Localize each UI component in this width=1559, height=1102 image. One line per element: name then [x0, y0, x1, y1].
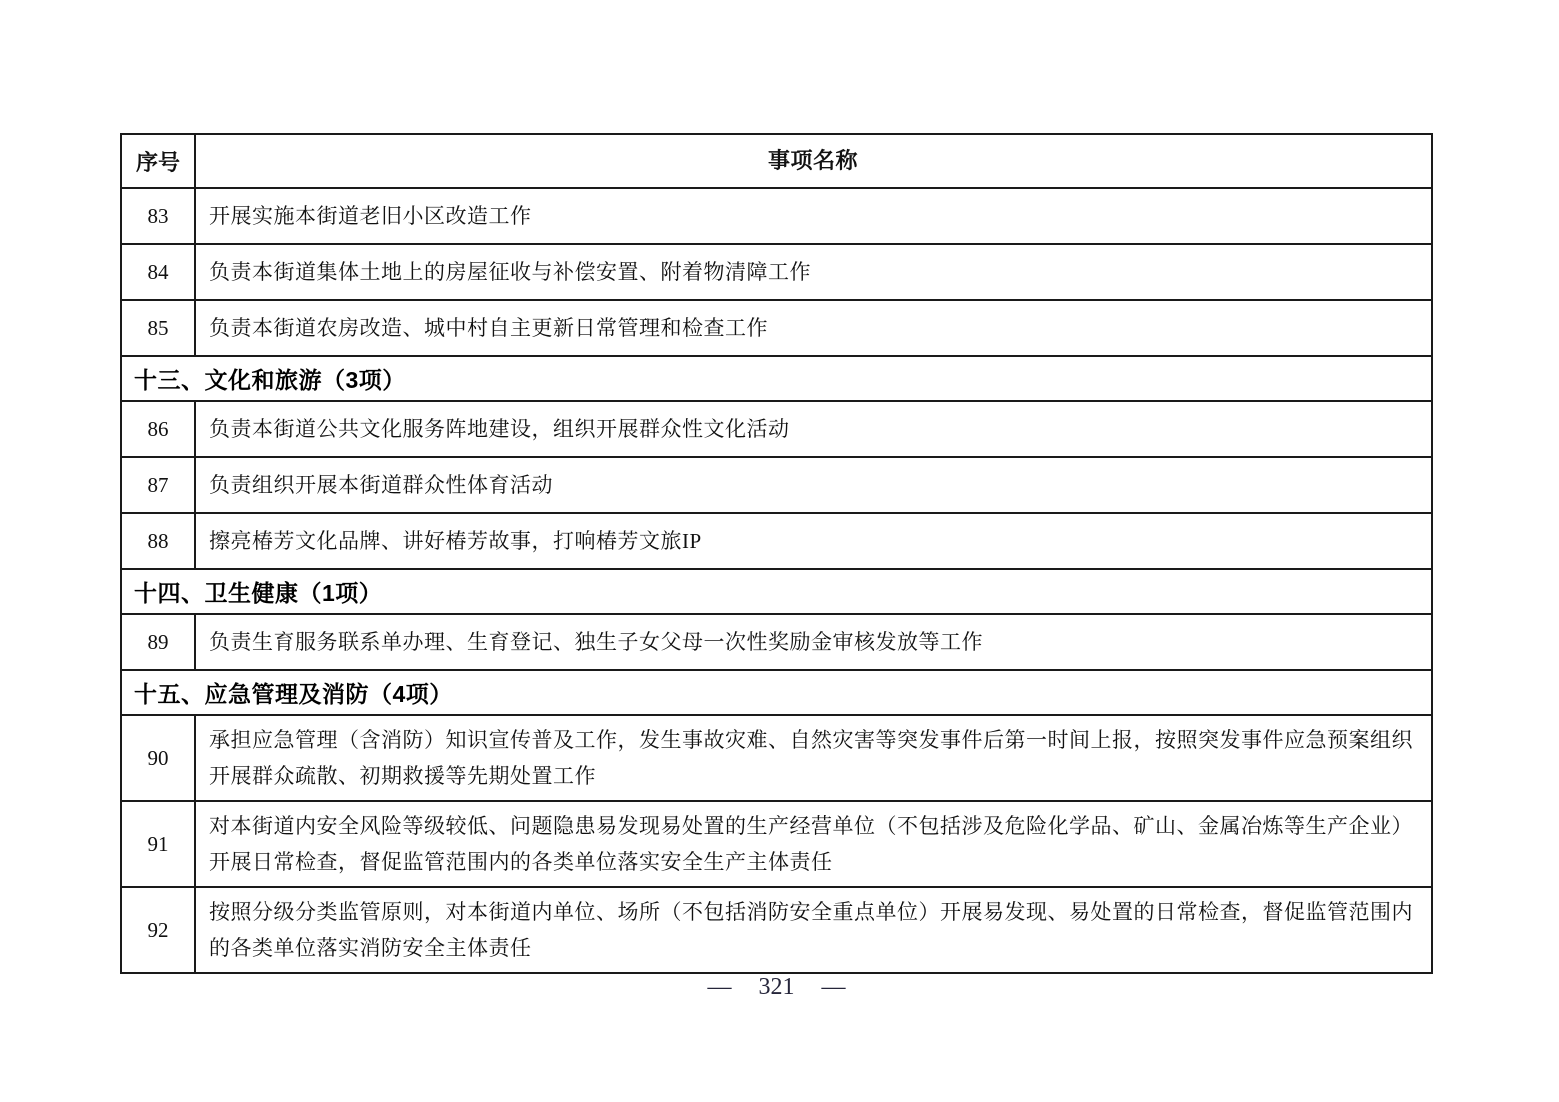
table-row [122, 299, 1431, 355]
items-table [120, 133, 1433, 974]
row-text-cell: 负责本街道农房改造、城中村自主更新日常管理和检查工作 [209, 316, 768, 340]
table-row [122, 512, 1431, 568]
row-number-cell: 91 [122, 802, 196, 886]
table-row [122, 613, 1431, 669]
table-row [122, 456, 1431, 512]
table-row [122, 400, 1431, 456]
row-text-cell: 承担应急管理（含消防）知识宣传普及工作，发生事故灾难、自然灾害等突发事件后第一时间上报，按照突发事件应急预案组织开展群众疏散、初期救援等先期处置工作 [209, 728, 1413, 788]
row-text-cell: 按照分级分类监管原则，对本街道内单位、场所（不包括消防安全重点单位）开展易发现、易处置的日常检查，督促监管范围内的各类单位落实消防安全主体责任 [209, 900, 1413, 960]
table-row [122, 187, 1431, 243]
table-row [122, 800, 1431, 886]
row-number-cell: 88 [122, 514, 196, 568]
section-header-row: 十四、卫生健康（1项） [122, 568, 1431, 613]
row-text-cell: 开展实施本街道老旧小区改造工作 [209, 204, 532, 228]
table-header-row [122, 135, 1431, 187]
row-text-cell: 负责生育服务联系单办理、生育登记、独生子女父母一次性奖励金审核发放等工作 [209, 630, 983, 654]
table-row [122, 886, 1431, 972]
row-text-cell: 擦亮椿芳文化品牌、讲好椿芳故事，打响椿芳文旅IP [209, 529, 702, 553]
table-row [122, 714, 1431, 800]
row-number-cell: 90 [122, 716, 196, 800]
row-number-cell: 86 [122, 402, 196, 456]
row-text-cell: 负责本街道集体土地上的房屋征收与补偿安置、附着物清障工作 [209, 260, 811, 284]
row-text-cell: 负责本街道公共文化服务阵地建设，组织开展群众性文化活动 [209, 417, 790, 441]
page-number [120, 974, 1433, 1001]
page-number-value: 321 [758, 974, 795, 1000]
row-number-cell: 92 [122, 888, 196, 972]
header-col-index: 序号 [122, 135, 196, 187]
row-number-cell: 85 [122, 301, 196, 355]
row-number-cell: 87 [122, 458, 196, 512]
header-col-name: 事项名称 [767, 148, 858, 173]
section-header-row: 十三、文化和旅游（3项） [122, 355, 1431, 400]
row-number-cell: 83 [122, 189, 196, 243]
page-number-dash-right: — [821, 974, 846, 1000]
row-text-cell: 对本街道内安全风险等级较低、问题隐患易发现易处置的生产经营单位（不包括涉及危险化学品、矿山、金属冶炼等生产企业）开展日常检查，督促监管范围内的各类单位落实安全生产主体责任 [209, 814, 1413, 874]
page-number-dash-left: — [707, 974, 732, 1000]
section-header-row: 十五、应急管理及消防（4项） [122, 669, 1431, 714]
row-number-cell: 89 [122, 615, 196, 669]
row-text-cell: 负责组织开展本街道群众性体育活动 [209, 473, 553, 497]
table-row [122, 243, 1431, 299]
row-number-cell: 84 [122, 245, 196, 299]
